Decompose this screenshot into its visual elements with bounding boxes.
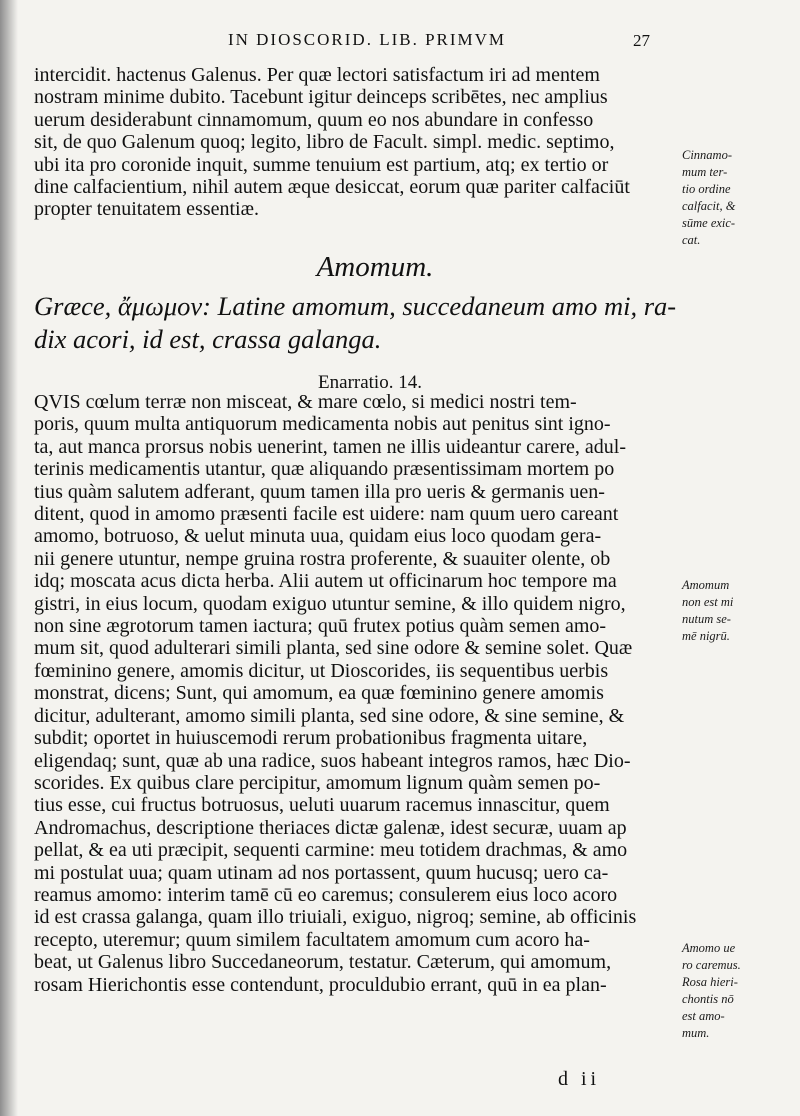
margin-note-cinnamomum <box>682 147 794 249</box>
text-line: beat, ut Galenus libro Succedaneorum, testatur. Cæterum, qui amomum, <box>34 951 612 974</box>
running-head: IN DIOSCORID. LIB. PRIMVM <box>227 30 507 49</box>
margin-note-line: mē nigrū. <box>682 629 730 643</box>
text-line: uerum desiderabunt cinnamomum, quum eo nos abundare in confesso <box>34 108 594 131</box>
text-line: dicitur, adulterant, amomo simili planta, sed sine odore, & sine semine, & <box>34 704 625 727</box>
text-line: propter tenuitatem essentiæ. <box>34 198 259 221</box>
margin-note-line: chontis nō <box>682 992 734 1006</box>
margin-note-line: Cinnamo- <box>682 148 732 162</box>
synonyms-line: Græce, ἄμωμον: Latine amomum, succedaneum amo mi, ra- <box>34 291 677 321</box>
text-line: subdit; oportet in huiuscemodi rerum probationibus fragmenta uitare, <box>34 727 588 750</box>
text-line: eligendaq; sunt, quæ ab una radice, suos habeant integros ramos, hæc Dio- <box>34 749 631 772</box>
text-line: terinis medicamentis utantur, quæ aliquando præsentissimam mortem po <box>34 458 615 481</box>
margin-note-line: est amo- <box>682 1009 725 1023</box>
gutter-shadow <box>0 0 18 1116</box>
body-text-main <box>34 391 670 996</box>
margin-note-line: mum. <box>682 1026 710 1040</box>
margin-note-line: Amomum <box>682 578 730 592</box>
text-line: nii genere utuntur, nempe gruina rostra proferente, & suauiter olente, ob <box>34 547 611 570</box>
text-line: scorides. Ex quibus clare percipitur, amomum lignum quàm semen po- <box>34 771 601 794</box>
text-line: fœminino genere, amomis dicitur, ut Dioscorides, iis sequentibus uerbis <box>34 659 609 682</box>
margin-note-line: sūme exic- <box>682 216 736 230</box>
text-line: pellat, & ea uti præcipit, sequenti carmine: meu totidem drachmas, & amo <box>34 839 628 862</box>
margin-note-rosa-hierichontis <box>682 940 794 1042</box>
margin-note-line: nutum se- <box>682 612 731 626</box>
synonyms-line: dix acori, id est, crassa galanga. <box>34 324 382 354</box>
text-line: idq; moscata acus dicta herba. Alii autem ut officinarum hoc tempore ma <box>34 570 617 593</box>
text-line: mi postulat uua; quam utinam ad nos portassent, quum hucusq; uero ca- <box>34 861 609 884</box>
text-line: non sine ægrotorum tamen iactura; quū frutex potius quàm semen amo- <box>34 615 607 638</box>
synonyms-paragraph <box>34 290 677 356</box>
margin-note-line: tio ordine <box>682 182 731 196</box>
text-line: tius quàm salutem adferant, quum tamen illa pro ueris & germanis uen- <box>34 480 605 503</box>
text-line: Andromachus, descriptione theriaces dictæ galenæ, idest securæ, uuam ap <box>34 816 627 839</box>
text-line: poris, quum multa antiquorum medicamenta nobis aut penitus sint igno- <box>34 413 611 436</box>
margin-note-line: calfacit, & <box>682 199 736 213</box>
text-line: id est crassa galanga, quam illo triuiali, exiguo, nigroq; semine, ab officinis <box>34 906 637 929</box>
margin-note-line: Amomo ue <box>682 941 736 955</box>
text-line: amomo, botruoso, & uelut minuta uua, quidam eius loco quodam gera- <box>34 525 602 548</box>
margin-note-line: mum ter- <box>682 165 728 179</box>
text-line: ubi ita pro coronide inquit, summe tenuium est partium, atq; ex tertio or <box>34 153 609 176</box>
chapter-heading: Amomum. <box>316 251 434 283</box>
text-line: mum sit, quod adulterari simili planta, sed sine odore & semine solet. Quæ <box>34 637 633 660</box>
signature-mark: d ii <box>558 1068 601 1090</box>
margin-note-amomum-semen <box>682 577 794 645</box>
body-text-top <box>34 64 670 221</box>
text-line: dine calfacientium, nihil autem æque desiccat, eorum quæ pariter calfaciūt <box>34 176 630 199</box>
text-line: ditent, quod in amomo præsenti facile est uidere: nam quum uero careant <box>34 503 619 526</box>
text-line: ta, aut manca prorsus nobis uenerint, tamen ne illis uideantur carere, adul- <box>34 435 627 458</box>
margin-note-line: cat. <box>682 233 701 247</box>
text-line: QVIS cœlum terræ non misceat, & mare cœlo, si medici nostri tem- <box>34 391 577 413</box>
margin-note-line: Rosa hieri- <box>682 975 738 989</box>
text-line: nostram minime dubito. Tacebunt igitur deinceps scribētes, nec amplius <box>34 86 608 109</box>
page-number: 27 <box>633 31 650 50</box>
text-line: gistri, in eius locum, quodam exiguo utuntur semine, & illo quidem nigro, <box>34 592 626 615</box>
text-line: reamus amomo: interim tamē cū eo caremus; consulerem eius loco acoro <box>34 883 618 906</box>
text-line: recepto, uteremur; quum similem facultatem amomum cum acoro ha- <box>34 928 590 951</box>
text-line: monstrat, dicens; Sunt, qui amomum, ea quæ fœminino genere amomis <box>34 682 604 705</box>
section-title: Enarratio. 14. <box>318 372 422 393</box>
text-line: intercidit. hactenus Galenus. Per quæ lectori satisfactum iri ad mentem <box>34 64 600 86</box>
text-line: rosam Hierichontis esse contendunt, proculdubio errant, quū in ea plan- <box>34 973 607 996</box>
margin-note-line: ro caremus. <box>682 958 741 972</box>
text-line: tius esse, cui fructus botruosus, ueluti uuarum racemus innascitur, quem <box>34 794 610 817</box>
text-line: sit, de quo Galenum quoq; legito, libro de Facult. simpl. medic. septimo, <box>34 131 615 154</box>
margin-note-line: non est mi <box>682 595 734 609</box>
